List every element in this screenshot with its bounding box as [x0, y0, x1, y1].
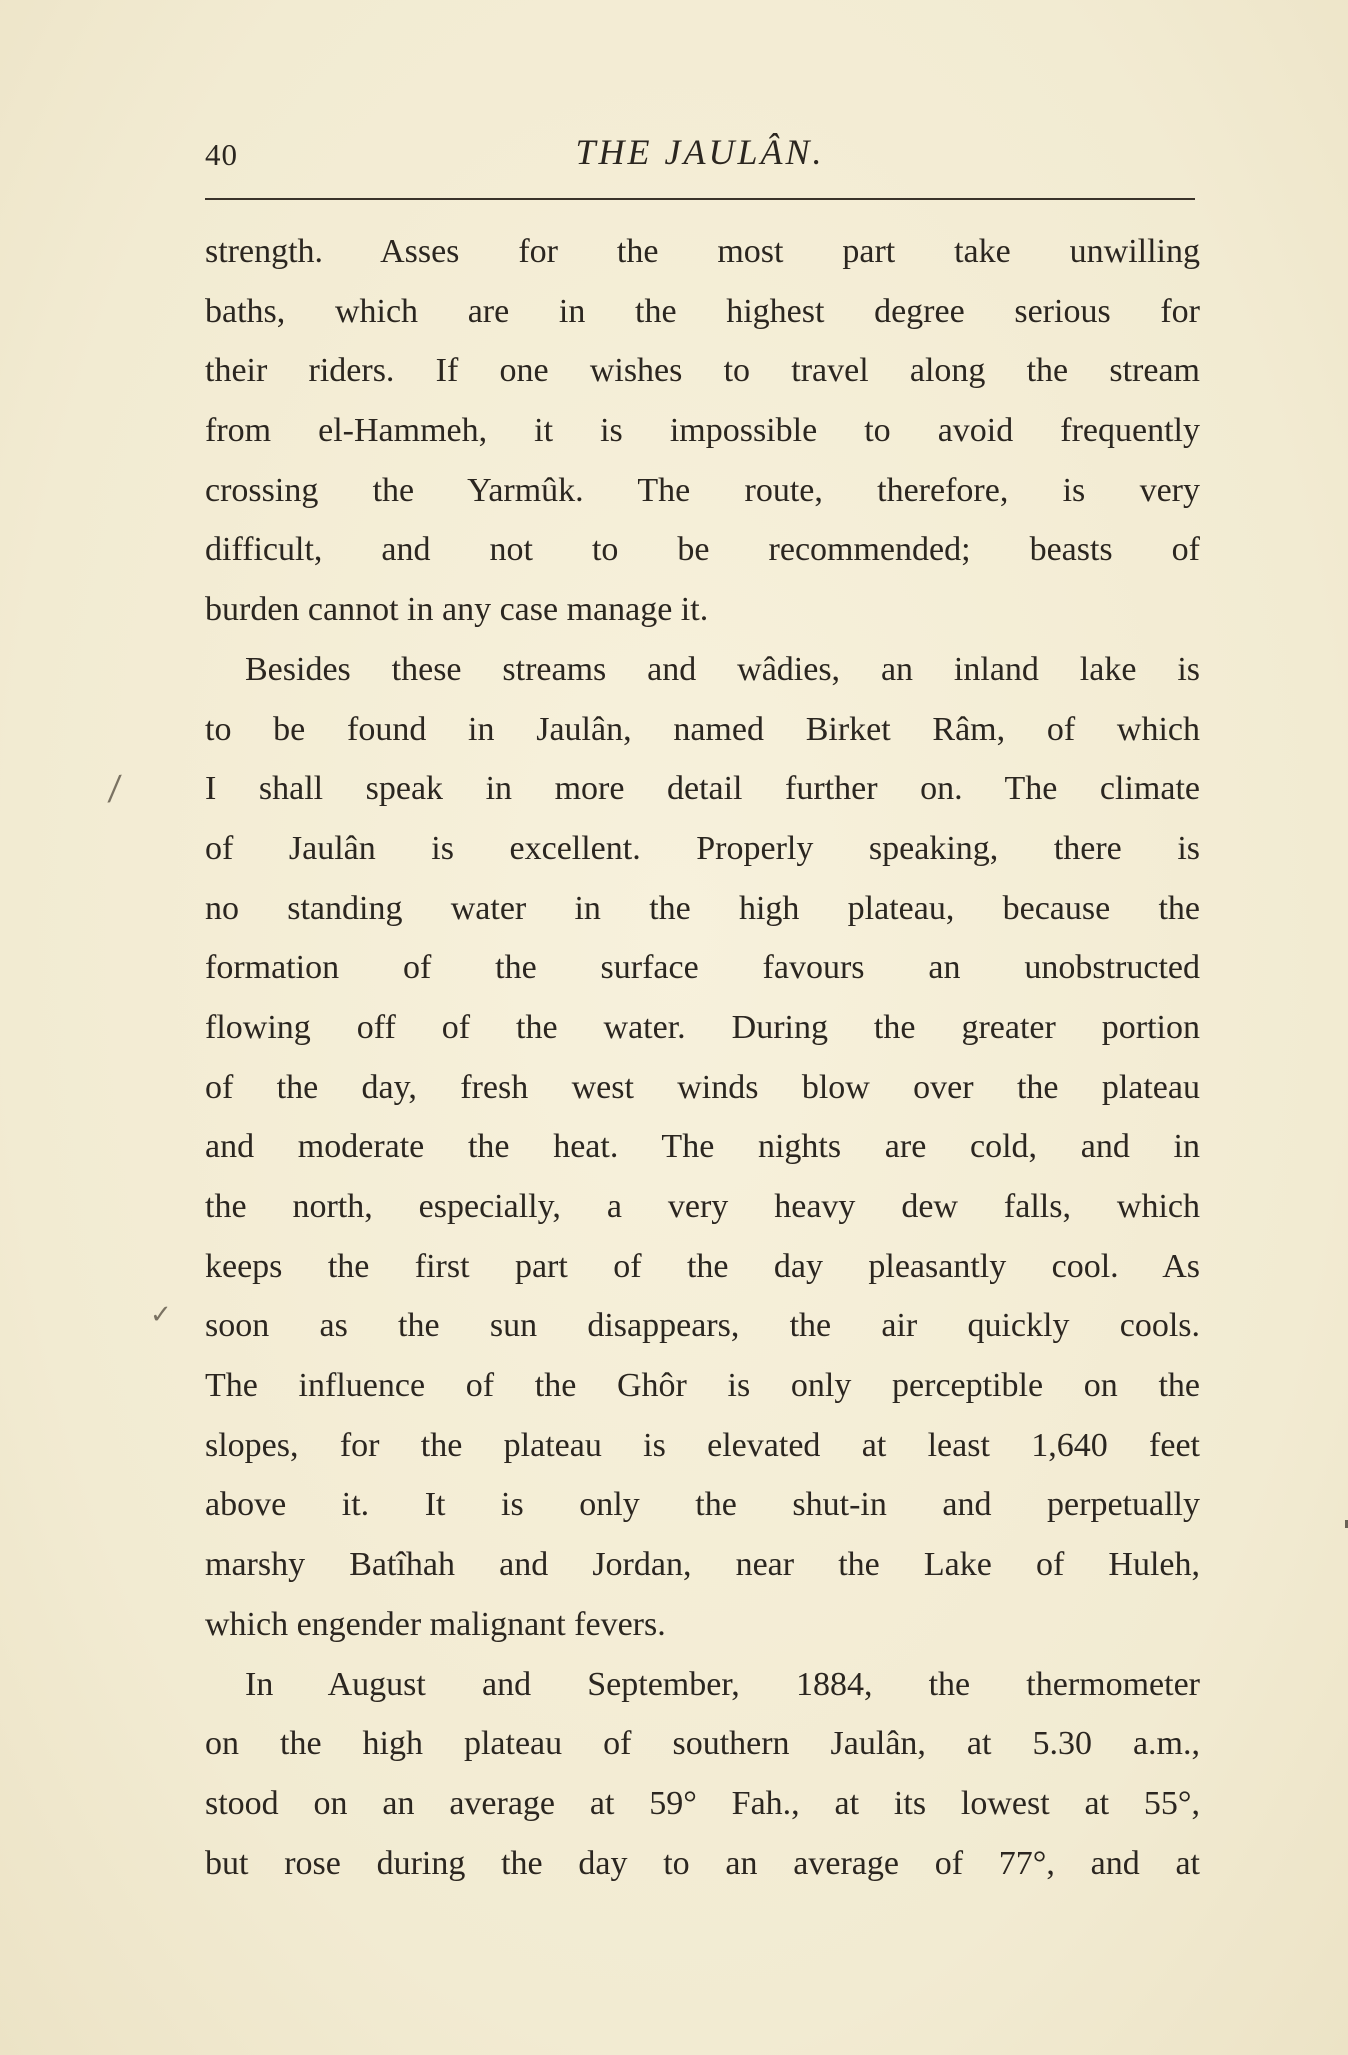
text-line: the north, especially, a very heavy dew falls, which — [205, 1188, 1200, 1225]
text-line: burden cannot in any case manage it. — [205, 591, 709, 629]
text-line: flowing off of the water. During the greater portion — [205, 1008, 1200, 1046]
page-number: 40 — [205, 137, 238, 172]
text-line: formation of the surface favours an unobstructed — [205, 949, 1200, 987]
text-line: no standing water in the high plateau, because the — [205, 889, 1200, 927]
text-line: The influence of the Ghôr is only perceptible on the — [205, 1367, 1200, 1405]
text-line: difficult, and not to be recommended; beasts of — [205, 531, 1200, 569]
text-line: slopes, for the plateau is elevated at least 1,640 feet — [205, 1426, 1200, 1464]
text-line: which engender malignant fevers. — [205, 1605, 666, 1643]
text-line: crossing the Yarmûk. The route, therefore, is very — [205, 471, 1200, 509]
text-line: of Jaulân is excellent. Properly speaking, there is — [205, 829, 1200, 867]
running-title: THE JAULÂN. — [575, 132, 825, 172]
margin-check-mark: ✓ — [150, 1300, 172, 1330]
text-line: Besides these streams and wâdies, an inland lake is — [245, 650, 1200, 688]
text-line: but rose during the day to an average of 77°, and at — [205, 1844, 1200, 1882]
text-line: strength. Asses for the most part take unwilling — [205, 233, 1200, 270]
text-line: above it. It is only the shut-in and perpetually — [205, 1486, 1200, 1524]
text-line: baths, which are in the highest degree serious for — [205, 292, 1200, 330]
margin-pencil-mark: ⁄ — [109, 769, 121, 811]
header-rule — [205, 198, 1195, 200]
text-line: In August and September, 1884, the thermometer — [245, 1665, 1200, 1703]
text-line: stood on an average at 59° Fah., at its lowest at 55°, — [205, 1784, 1200, 1822]
body-text — [205, 222, 1200, 1893]
page-header — [205, 125, 1195, 175]
text-line: of the day, fresh west winds blow over the plateau — [205, 1068, 1200, 1106]
text-line: keeps the first part of the day pleasantly cool. As — [205, 1247, 1200, 1285]
text-line: on the high plateau of southern Jaulân, at 5.30 a.m., — [205, 1725, 1200, 1763]
text-line: their riders. If one wishes to travel along the stream — [205, 352, 1200, 390]
text-line: from el-Hammeh, it is impossible to avoid frequently — [205, 412, 1200, 450]
text-line: to be found in Jaulân, named Birket Râm, of which — [205, 710, 1200, 748]
text-line: and moderate the heat. The nights are cold, and in — [205, 1128, 1200, 1166]
text-line: marshy Batîhah and Jordan, near the Lake of Huleh, — [205, 1546, 1200, 1584]
text-line: I shall speak in more detail further on. The climate — [205, 770, 1200, 808]
text-line: soon as the sun disappears, the air quickly cools. — [205, 1307, 1200, 1345]
